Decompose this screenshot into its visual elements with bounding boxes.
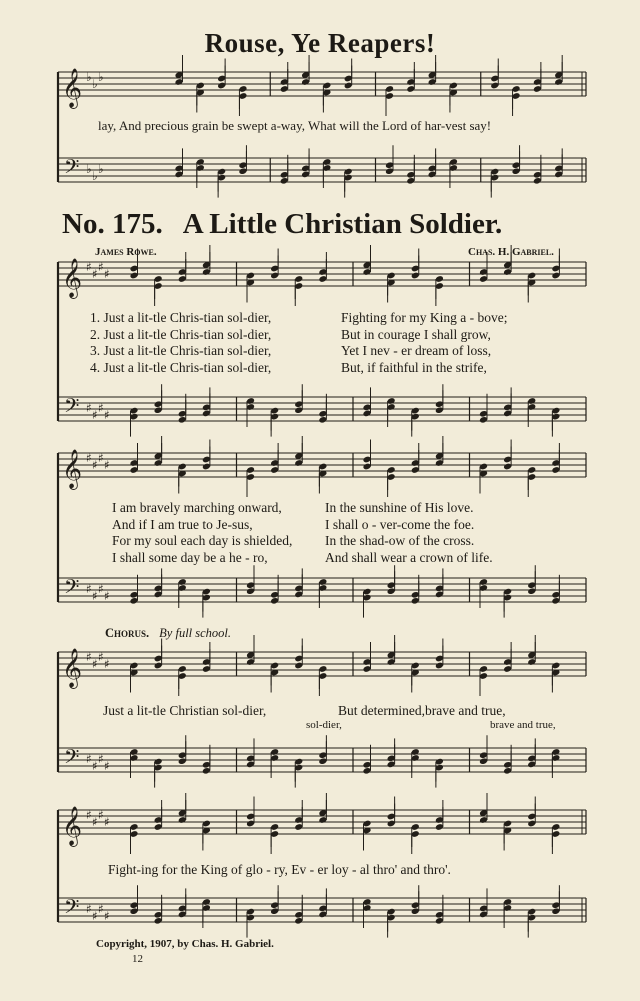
verse-3-line2-left: For my soul each day is shielded,	[112, 533, 293, 548]
treble-clef-icon: 𝄞	[62, 258, 83, 298]
verse-4-line2-right: And shall wear a crown of life.	[325, 549, 493, 565]
key-signature-icon: ♯	[98, 582, 104, 596]
bass-clef-icon: 𝄢	[64, 394, 80, 422]
chorus-echo-b: brave and true,	[490, 719, 556, 731]
key-signature-icon: ♯	[98, 650, 104, 664]
top-hymn-lyric: lay, And precious grain be swept a-way, What will the Lord of har-vest say!	[98, 118, 492, 133]
bass-clef-icon: 𝄢	[64, 575, 80, 603]
key-signature-icon: ♯	[104, 458, 110, 472]
key-signature-icon: ♯	[98, 752, 104, 766]
key-signature-icon: ♯	[98, 902, 104, 916]
chorus-direction: By full school.	[159, 626, 232, 640]
chorus-line1-a: Just a lit-tle Christian sol-dier,	[103, 703, 267, 718]
key-signature-icon: ♯	[92, 815, 98, 829]
key-signature-icon: ♯	[92, 909, 98, 923]
key-signature-icon: ♯	[104, 589, 110, 603]
chorus-heading	[105, 626, 231, 641]
treble-clef-icon: 𝄞	[62, 449, 83, 489]
verses-line1-left	[90, 310, 271, 376]
chorus-line2: Fight-ing for the King of glo - ry, Ev - er loy - al thro' and thro'.	[108, 862, 451, 877]
key-signature-icon: ♭	[86, 162, 92, 176]
key-signature-icon: ♯	[92, 657, 98, 671]
key-signature-icon: ♯	[104, 267, 110, 281]
key-signature-icon: ♭	[98, 162, 104, 176]
verse-4-line1-right: But, if faithful in the strife,	[341, 359, 487, 375]
key-signature-icon: ♯	[92, 759, 98, 773]
copyright-notice: Copyright, 1907, by Chas. H. Gabriel.	[96, 938, 274, 950]
key-signature-icon: ♯	[86, 902, 92, 916]
key-signature-icon: ♯	[86, 451, 92, 465]
key-signature-icon: ♯	[86, 582, 92, 596]
composer-credit: Chas. H. Gabriel.	[468, 246, 554, 258]
verse-1-line2-right: In the sunshine of His love.	[325, 500, 474, 515]
page-number: 12	[132, 953, 143, 965]
key-signature-icon: ♯	[92, 267, 98, 281]
key-signature-icon: ♯	[104, 909, 110, 923]
key-signature-icon: ♯	[86, 752, 92, 766]
verse-3-line1-left: 3. Just a lit-tle Chris-tian sol-dier,	[90, 343, 272, 358]
verse-2-line2-right: I shall o - ver-come the foe.	[325, 516, 475, 532]
chorus-echo-a: sol-dier,	[306, 719, 342, 731]
verse-2-line2-left: And if I am true to Je-sus,	[112, 516, 253, 532]
hymn-number: No. 175.	[62, 208, 163, 240]
treble-clef-icon: 𝄞	[62, 648, 83, 688]
verse-2-line1-right: But in courage I shall grow,	[341, 326, 491, 342]
verse-1-line2-left: I am bravely marching onward,	[112, 500, 282, 515]
verse-4-line1-left: 4. Just a lit-tle Chris-tian sol-dier,	[90, 359, 272, 375]
key-signature-icon: ♯	[92, 589, 98, 603]
key-signature-icon: ♯	[104, 815, 110, 829]
key-signature-icon: ♭	[92, 77, 98, 91]
verse-2-line1-left: 2. Just a lit-tle Chris-tian sol-dier,	[90, 326, 272, 342]
key-signature-icon: ♯	[104, 408, 110, 422]
verses-line1-right	[341, 310, 507, 376]
bass-clef-icon: 𝄢	[64, 895, 80, 923]
key-signature-icon: ♭	[98, 70, 104, 84]
key-signature-icon: ♯	[104, 759, 110, 773]
bass-clef-icon: 𝄢	[64, 745, 80, 773]
top-hymn-title: Rouse, Ye Reapers!	[204, 28, 436, 58]
treble-clef-icon: 𝄞	[62, 806, 83, 846]
key-signature-icon: ♯	[86, 650, 92, 664]
key-signature-icon: ♯	[86, 260, 92, 274]
verse-1-line1-left: 1. Just a lit-tle Chris-tian sol-dier,	[90, 310, 272, 325]
key-signature-icon: ♯	[92, 458, 98, 472]
verse-4-line2-left: I shall some day be a he - ro,	[112, 549, 268, 565]
key-signature-icon: ♯	[98, 401, 104, 415]
key-signature-icon: ♯	[98, 451, 104, 465]
key-signature-icon: ♯	[92, 408, 98, 422]
key-signature-icon: ♯	[98, 808, 104, 822]
bass-clef-icon: 𝄢	[64, 155, 80, 183]
treble-clef-icon: 𝄞	[62, 68, 83, 108]
verses-line2-left	[112, 500, 292, 566]
verse-1-line1-right: Fighting for my King a - bove;	[341, 310, 508, 325]
key-signature-icon: ♭	[86, 70, 92, 84]
chorus-line1-b: But determined,brave and true,	[338, 703, 506, 718]
key-signature-icon: ♯	[86, 401, 92, 415]
verse-3-line1-right: Yet I nev - er dream of loss,	[341, 343, 492, 358]
key-signature-icon: ♯	[104, 657, 110, 671]
lyricist-credit: James Rowe.	[95, 246, 157, 258]
hymn-title: A Little Christian Soldier.	[182, 208, 503, 240]
key-signature-icon: ♭	[92, 169, 98, 183]
key-signature-icon: ♯	[86, 808, 92, 822]
verses-line2-right	[325, 500, 493, 566]
chorus-label: Chorus.	[105, 626, 150, 640]
verse-3-line2-right: In the shad-ow of the cross.	[325, 533, 475, 548]
key-signature-icon: ♯	[98, 260, 104, 274]
